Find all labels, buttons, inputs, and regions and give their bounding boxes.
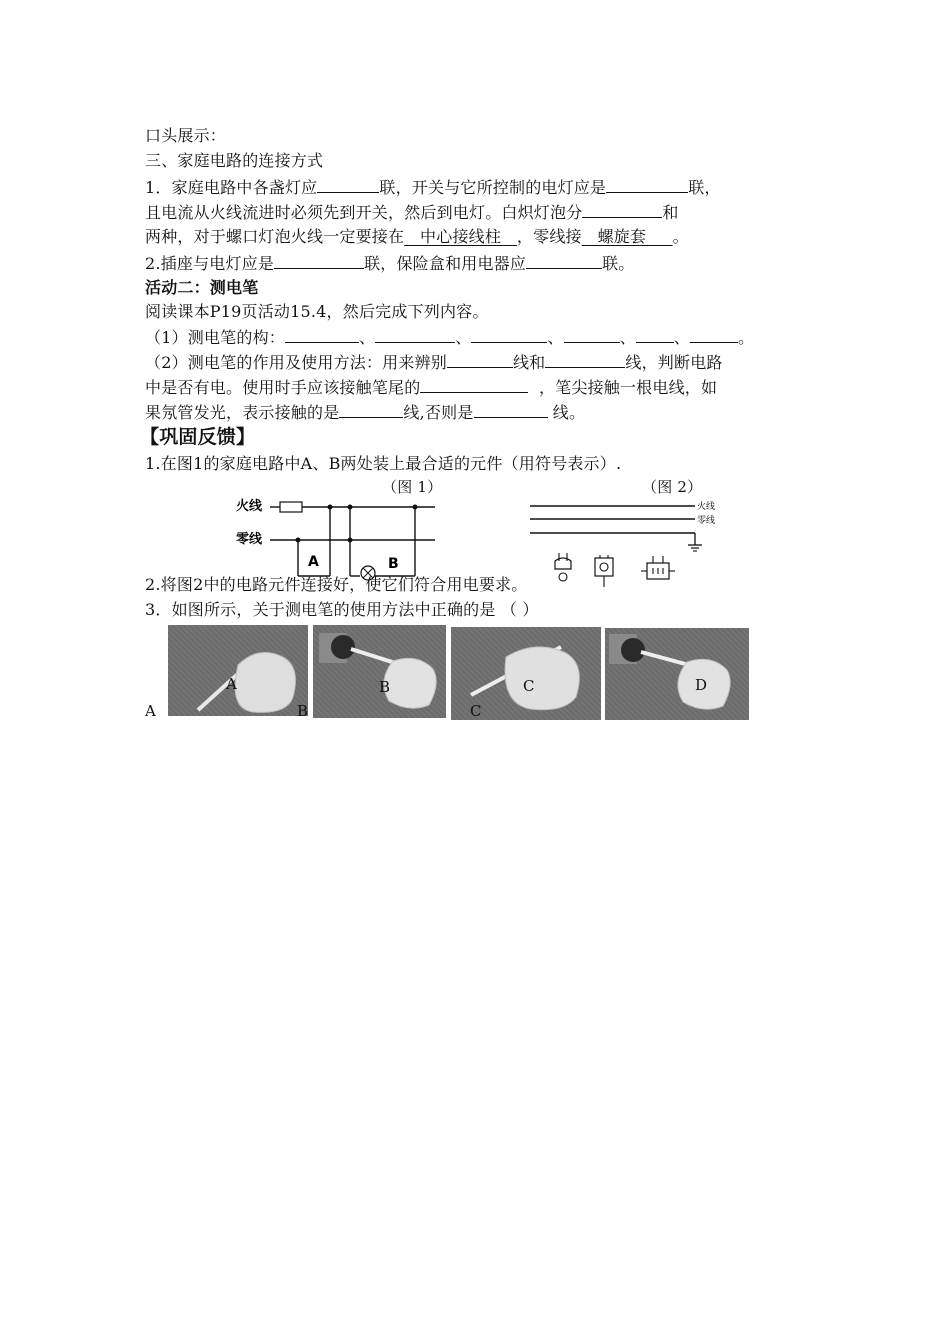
hand-holding-pen-icon (168, 625, 308, 716)
blank-15[interactable] (339, 400, 403, 418)
bulb-socket-icon (555, 553, 571, 581)
photo-label-b: B (379, 678, 391, 696)
answer-screw-shell: 螺旋套 (581, 227, 673, 246)
feedback-title: 【巩固反馈】 (140, 426, 256, 448)
activity-2-title: 活动二：测电笔 (145, 278, 259, 297)
photo-option-a[interactable] (168, 625, 308, 716)
blank-4[interactable] (274, 251, 364, 269)
photo-option-d[interactable] (605, 628, 749, 720)
option-label-b: B (297, 702, 309, 720)
socket-and-pen-icon (605, 628, 749, 720)
oral-label: 口头展示： (145, 126, 227, 145)
figure-1-neutral-label: 零线 (236, 532, 263, 547)
figure-2-neutral-label: 零线 (697, 516, 716, 526)
figure-2-live-label: 火线 (697, 502, 716, 512)
socket-and-pen-icon (313, 625, 446, 718)
blank-13[interactable] (545, 350, 625, 368)
feedback-question-3: 3．如图所示，关于测电笔的使用方法中正确的是 （ ） (145, 600, 539, 619)
figure-1-A-label: A (308, 554, 319, 570)
figure-1-B-label: B (388, 556, 399, 572)
figure-1-circuit (230, 490, 445, 585)
feedback-question-2: 2.将图2中的电路元件连接好，使它们符合用电要求。 (145, 575, 528, 594)
pen-usage-line-1: （2）测电笔的作用及使用方法：用来辨别 线和 线，判断电路 (145, 350, 723, 375)
blank-16[interactable] (474, 400, 548, 418)
section-3-title: 三、家庭电路的连接方式 (145, 151, 324, 170)
photo-option-b[interactable] (313, 625, 446, 718)
feedback-question-1: 1.在图1的家庭电路中A、B两处装上最合适的元件（用符号表示）. (145, 454, 622, 473)
blank-11[interactable] (690, 325, 738, 343)
photo-label-d: D (695, 676, 708, 694)
fuse-symbol (280, 502, 302, 512)
photo-label-c: C (523, 677, 535, 695)
figure-2-caption: （图 2） (642, 478, 703, 496)
figure-1-live-label: 火线 (236, 499, 263, 514)
blank-9[interactable] (564, 325, 620, 343)
figure-1-caption: （图 1） (382, 478, 443, 496)
reading-instruction: 阅读课本P19页活动15.4，然后完成下列内容。 (145, 302, 489, 321)
option-label-c: C (470, 702, 482, 720)
blank-2[interactable] (606, 175, 688, 193)
pen-usage-line-2: 中是否有电。使用时手应该接触笔尾的 ，笔尖接触一根电线，如 (145, 375, 717, 400)
blank-6[interactable] (285, 325, 359, 343)
option-label-a: A (145, 702, 156, 720)
pen-usage-line-3: 果氖管发光，表示接触的是 线,否则是 线。 (145, 400, 585, 425)
blank-14[interactable] (420, 375, 528, 393)
question-2: 2.插座与电灯应是 联，保险盒和用电器应 联。 (145, 251, 635, 276)
blank-8[interactable] (471, 325, 547, 343)
blank-10[interactable] (636, 325, 674, 343)
question-1-line-2: 且电流从火线流进时必须先到开关，然后到电灯。白炽灯泡分 和 (145, 200, 679, 225)
blank-7[interactable] (375, 325, 455, 343)
blank-12[interactable] (447, 350, 513, 368)
pen-structure-line: （1）测电笔的构： 、 、 、 、 、 。 (145, 325, 754, 350)
blank-3[interactable] (582, 200, 662, 218)
blank-1[interactable] (317, 175, 379, 193)
switch-icon (595, 555, 613, 587)
blank-5[interactable] (526, 251, 602, 269)
answer-center-terminal: 中心接线柱 (404, 227, 517, 246)
question-1-line-3: 两种，对于螺口灯泡火线一定要接在 中心接线柱 ，零线接 螺旋套 。 (145, 227, 689, 246)
figure-2-circuit (525, 495, 725, 595)
photo-label-a: A (226, 675, 237, 693)
question-1-line-1: 1．家庭电路中各盏灯应 联，开关与它所控制的电灯应是 联， (145, 175, 721, 200)
socket-icon (641, 556, 675, 579)
